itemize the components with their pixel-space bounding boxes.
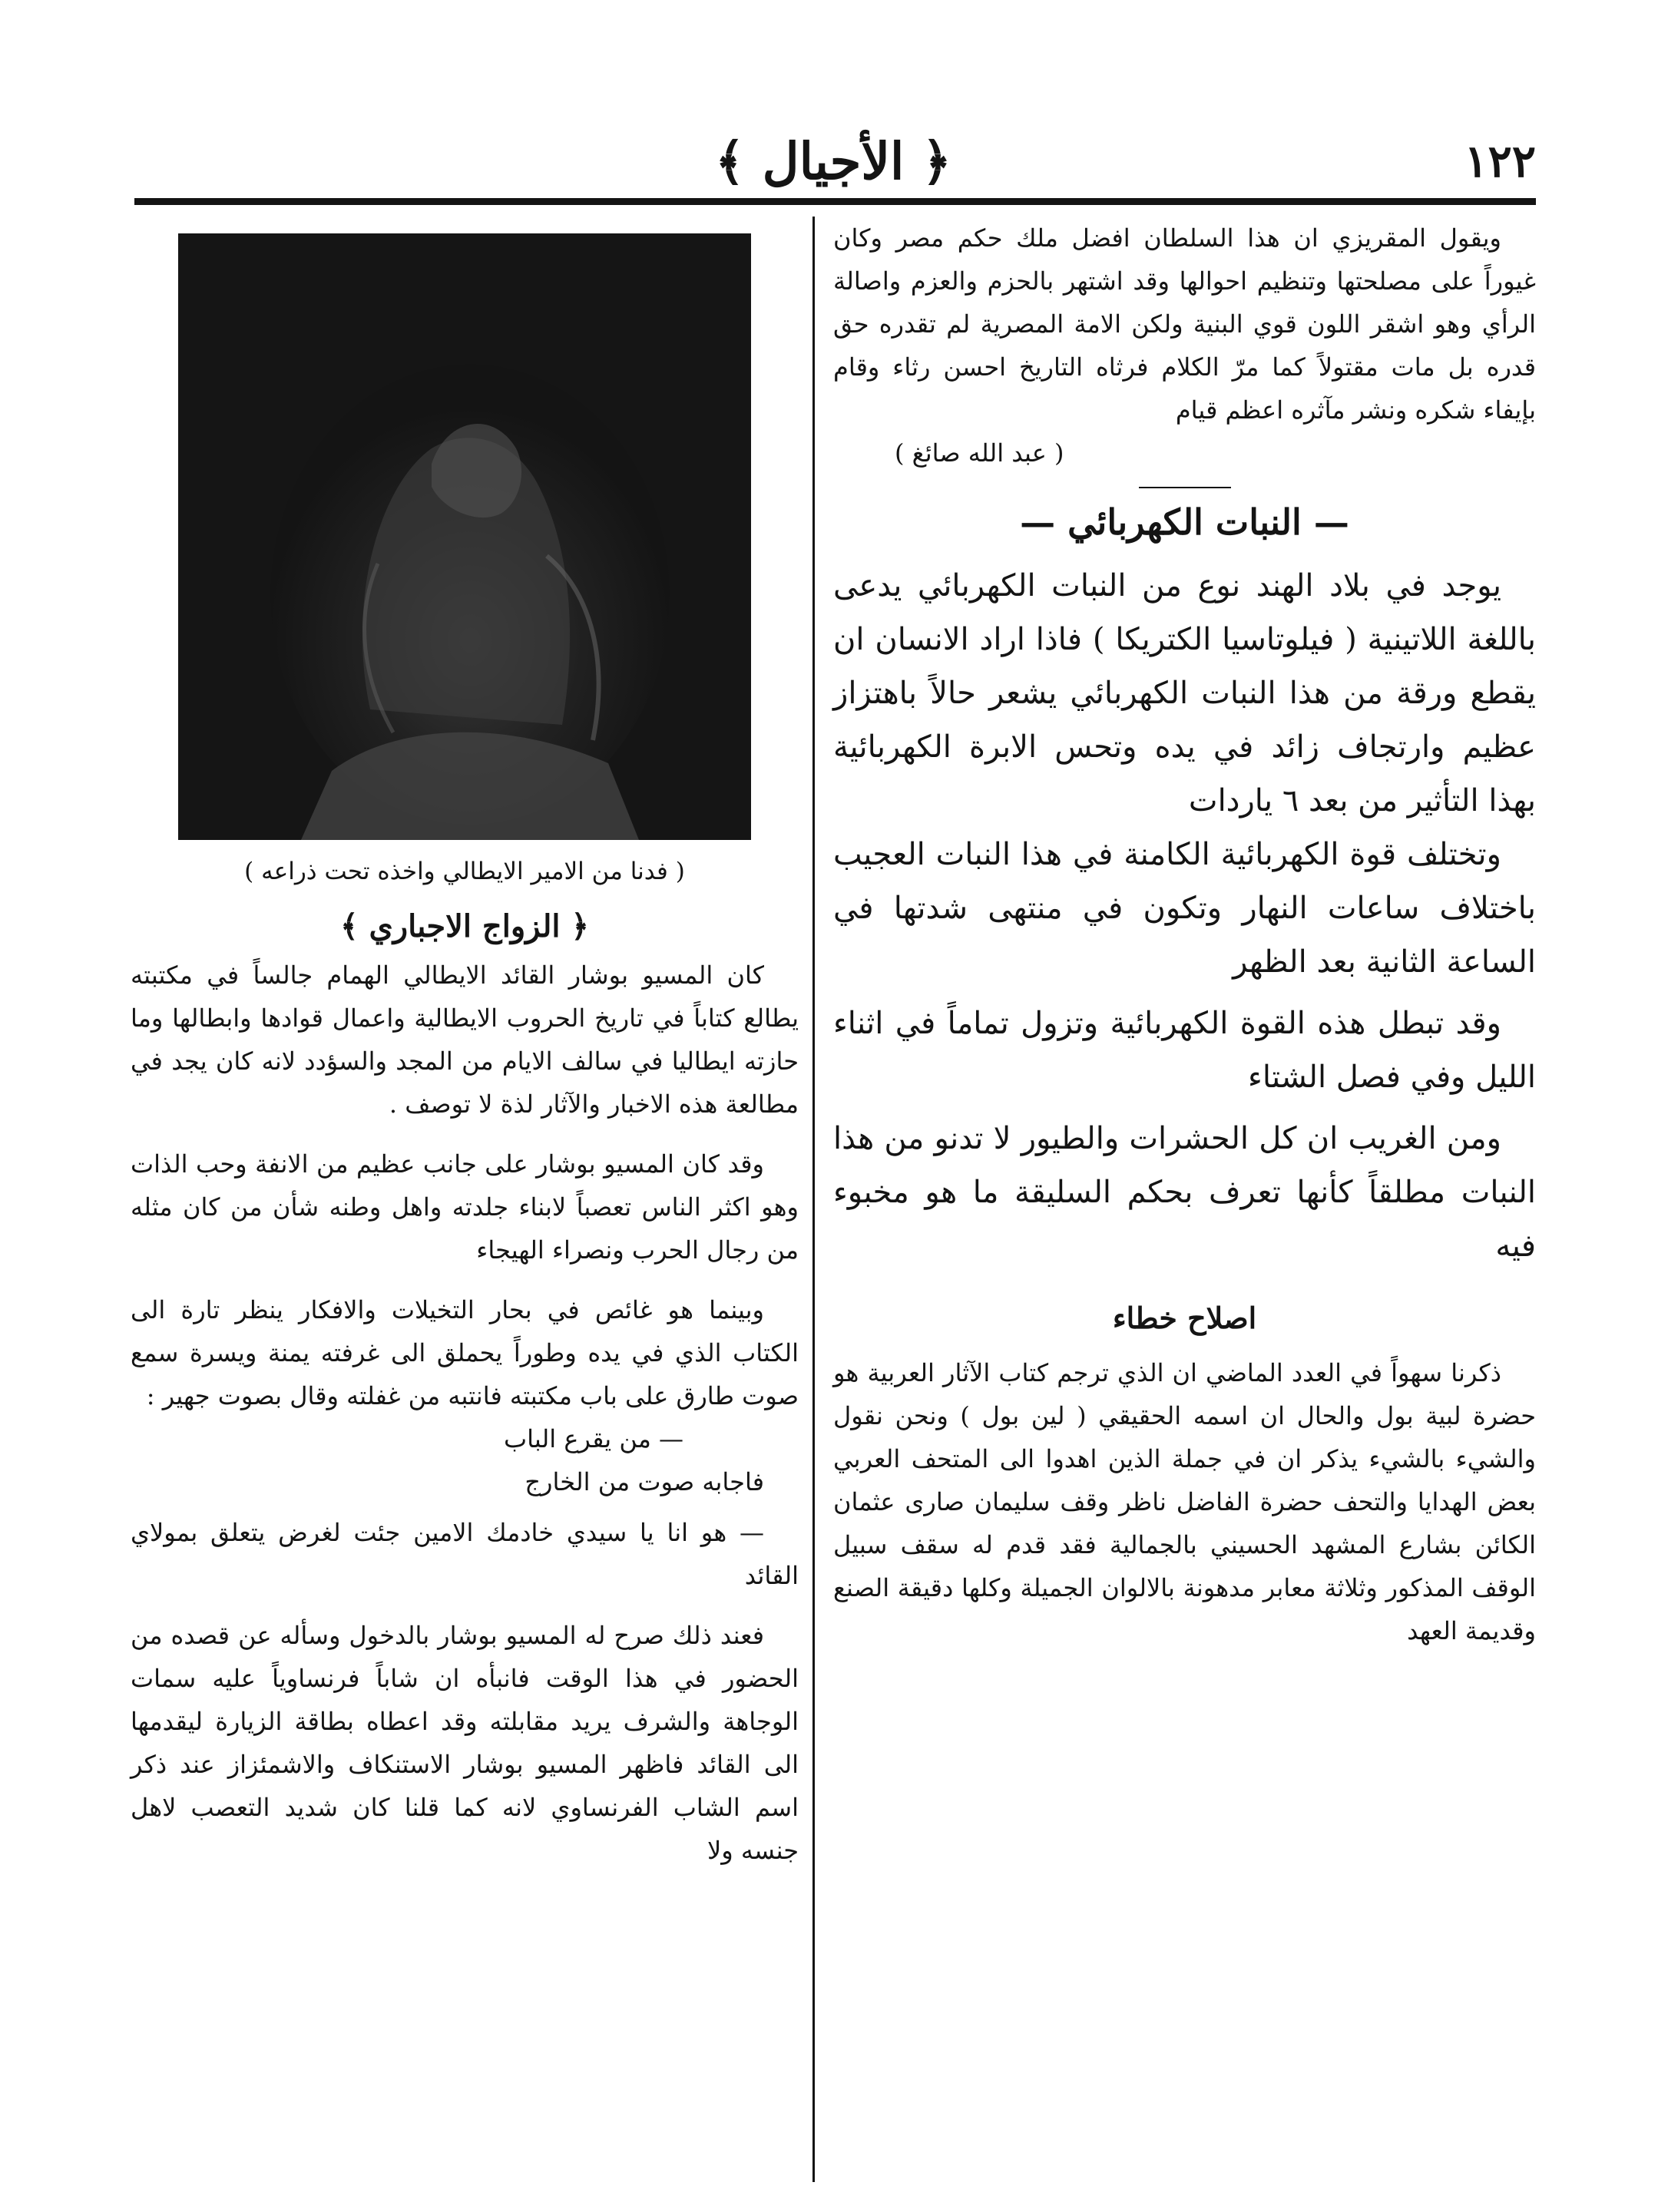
header-rule bbox=[134, 198, 1536, 205]
signature-rule bbox=[1139, 487, 1231, 488]
journal-title-text: الأجيال bbox=[762, 131, 905, 191]
page-number: ١٢٢ bbox=[1464, 135, 1536, 187]
electric-plant-paragraph-4: ومن الغريب ان كل الحشرات والطيور لا تدنو من هذا النبات مطلقاً كأنها تعرف بحكم السليقة ما هو مخبوء فيه bbox=[833, 1121, 1536, 1264]
photo-caption: ( فدنا من الامير الايطالي واخذه تحت ذراعه ) bbox=[244, 858, 685, 885]
story-title-text: الزواج الاجباري bbox=[369, 908, 561, 944]
section-ornament-left: — bbox=[1020, 501, 1056, 543]
left-column bbox=[131, 217, 799, 1872]
title-ornament-left: ﴿ bbox=[922, 131, 952, 191]
story-ornament-right: ﴿ bbox=[571, 908, 589, 944]
illustration-image bbox=[178, 233, 751, 840]
illustration-photo bbox=[178, 233, 751, 840]
section-ornament-right: — bbox=[1313, 501, 1349, 543]
electric-plant-paragraph-2: وتختلف قوة الكهربائية الكامنة في هذا النبات العجيب باختلاف ساعات النهار وتكون في منتهى شدتها في الساعة الثانية بعد الظهر bbox=[833, 837, 1536, 980]
dialogue-line-1: — من يقرع الباب bbox=[503, 1424, 683, 1453]
story-paragraph-2: وقد كان المسيو بوشار على جانب عظيم من الانفة وحب الذات وهو اكثر الناس تعصباً لابناء جلدته واهل وطنه شأن من كان مثله من رجال الحرب ونصراء الهيجاء bbox=[131, 1149, 799, 1265]
electric-plant-paragraph-1: يوجد في بلاد الهند نوع من النبات الكهربائي يدعى باللغة اللاتينية ( فيلوتاسيا الكتريكا ) فاذا اراد الانسان ان يقطع ورقة من هذا النبات الكهربائي يشعر حالاً باهتزاز عظيم وارتجاف زائد في يده وتحس الابرة الكهربائية بهذا التأثير من بعد ٦ ياردات bbox=[833, 568, 1536, 818]
story-paragraph-3: وبينما هو غائص في بحار التخيلات والافكار ينظر تارة الى الكتاب الذي في يده وطوراً يحملق الى غرفته يمنة ويسرة سمع صوت طارق على باب مكتبته فانتبه من غفلته وقال بصوت جهير : bbox=[131, 1295, 799, 1410]
section-title-correction: اصلاح خطاء bbox=[1112, 1301, 1257, 1335]
section-title-forced-marriage bbox=[131, 900, 799, 954]
story-paragraph-1: كان المسيو بوشار القائد الايطالي الهمام جالساً في مكتبته يطالع كتاباً في تاريخ الحروب الايطالية واعمال قوادها وابطالها وما حازته ايطاليا في سالف الايام من المجد والسؤدد لانه كان يجد في مطالعة هذه الاخبار والآثار لذة لا توصف . bbox=[131, 961, 799, 1119]
story-ornament-left: ﴾ bbox=[340, 908, 359, 944]
journal-title bbox=[131, 127, 1536, 196]
correction-paragraph: ذكرنا سهواً في العدد الماضي ان الذي ترجم كتاب الآثار العربية هو حضرة لبية بول والحال ان اسمه الحقيقي ( لين بول ) ونحن نقول والشيء بالشيء يذكر ان في جملة الذين اهدوا الى المتحف العربي بعض الهدايا والتحف حضرة الفاضل ناظر وقف سليمان صارى عثمان الكائن بشارع المشهد الحسيني بالجمالية فقد قدم له سقف سبيل الوقف المذكور وثلاثة معابر مدهونة بالالوان الجميلة وكلها دقيقة الصنع وقديمة العهد bbox=[833, 1358, 1537, 1645]
narration-line-1: فاجابه صوت من الخارج bbox=[525, 1467, 764, 1496]
column-divider bbox=[812, 217, 815, 2182]
section-title-text: النبات الكهربائي bbox=[1067, 501, 1302, 543]
title-ornament-right: ﴾ bbox=[714, 131, 745, 191]
right-column bbox=[833, 217, 1536, 1652]
electric-plant-paragraph-3: وقد تبطل هذه القوة الكهربائية وتزول تماماً في اثناء الليل وفي فصل الشتاء bbox=[833, 1006, 1536, 1095]
section-title-electric-plant bbox=[833, 493, 1536, 551]
intro-paragraph: ويقول المقريزي ان هذا السلطان افضل ملك حكم مصر وكان غيوراً على مصلحتها وتنظيم احوالها وقد اشتهر بالحزم والعزم واصالة الرأي وهو اشقر اللون قوي البنية ولكن الامة المصرية لم تقدره حق قدره بل مات مقتولاً كما مرّ الكلام فرثاه التاريخ احسن رثاء وقام بإيفاء شكره ونشر مآثره اعظم قيام bbox=[833, 223, 1537, 425]
dialogue-line-2: — هو انا يا سيدي خادمك الامين جئت لغرض يتعلق بمولاي القائد bbox=[131, 1518, 799, 1590]
page-header bbox=[131, 127, 1536, 203]
story-paragraph-4: فعند ذلك صرح له المسيو بوشار بالدخول وسأله عن قصده من الحضور في هذا الوقت فانبأه ان شاباً فرنساوياً عليه سمات الوجاهة والشرف يريد مقابلته وقد اعطاه بطاقة الزيارة ليقدمها الى القائد فاظهر المسيو بوشار الاستنكاف والاشمئزاز عند ذكر اسم الشاب الفرنساوي لانه كما قلنا كان شديد التعصب لاهل جنسه ولا bbox=[131, 1621, 799, 1865]
article-signature: ( عبد الله صائغ ) bbox=[895, 438, 1064, 468]
